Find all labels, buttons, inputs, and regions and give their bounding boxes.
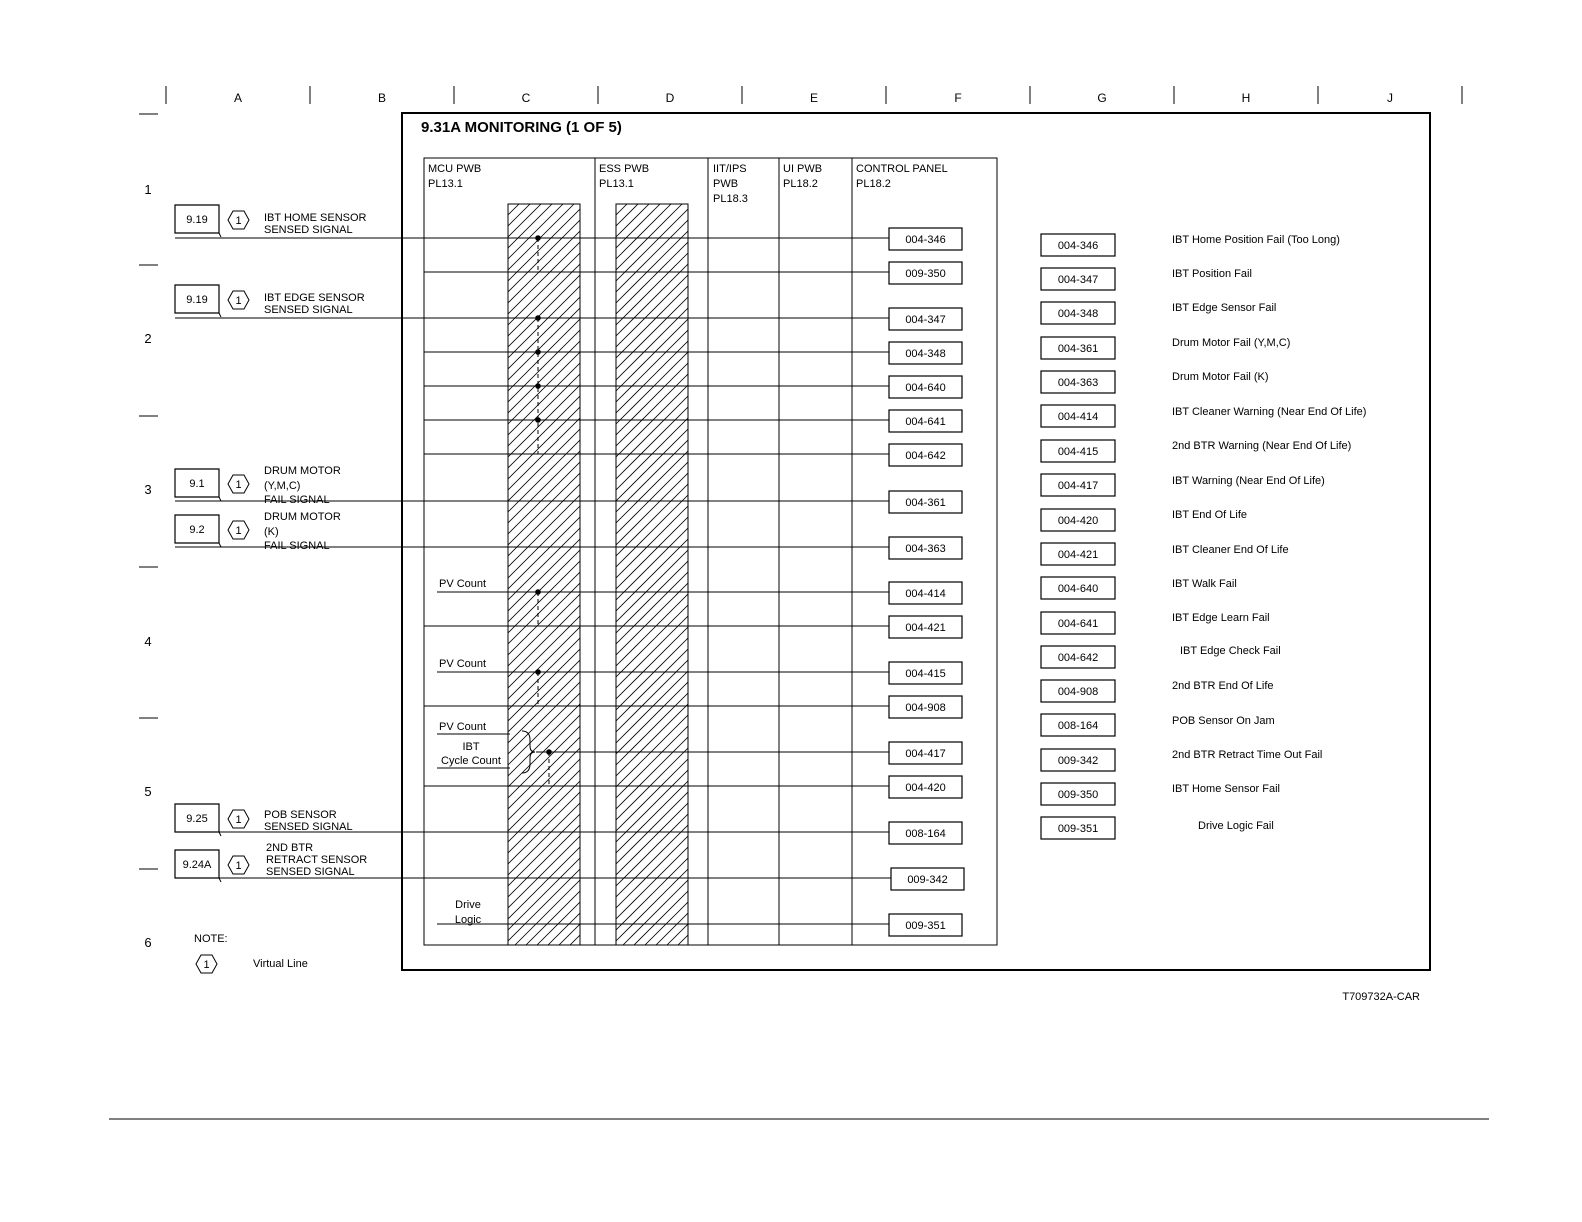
input-ref: 9.24A [182, 859, 212, 871]
column-label: G [1097, 91, 1107, 105]
diagram-title: 9.31A MONITORING (1 OF 5) [421, 119, 622, 136]
column-label: J [1387, 91, 1393, 105]
legend-code: 004-363 [1057, 377, 1099, 389]
hatch-line [508, 902, 580, 974]
hatch-line [616, 396, 688, 468]
column-label: E [809, 91, 819, 105]
legend-desc: IBT Position Fail [1172, 268, 1252, 280]
legend-desc: Drive Logic Fail [1198, 820, 1274, 832]
hatch-line [616, 429, 688, 501]
input-ref: 9.19 [186, 294, 208, 306]
hatch-line [508, 484, 580, 556]
panel-code: 004-346 [905, 234, 946, 246]
legend-list [1041, 234, 1366, 839]
hatch-line [508, 154, 580, 226]
hatch-line [508, 638, 580, 710]
hatch-line [616, 264, 688, 336]
hatch-line [508, 858, 580, 930]
cycle-count-label: Cycle Count [441, 755, 501, 767]
hatch-line [508, 737, 580, 809]
hatch-line [508, 759, 580, 831]
pv-count-label: PV Count [439, 578, 487, 590]
pv-count-label: PV Count [439, 721, 487, 733]
hatch-line [616, 858, 688, 930]
input-label: DRUM MOTOR [264, 511, 341, 523]
hatch-line [616, 880, 688, 952]
legend-desc: Drum Motor Fail (Y,M,C) [1172, 337, 1291, 349]
hatch-line [508, 616, 580, 688]
hatch-line [508, 660, 580, 732]
row-label: 3 [144, 482, 152, 497]
hatch-line [616, 275, 688, 347]
hatch-line [508, 704, 580, 776]
hatch-line [508, 308, 580, 380]
hatch-line [508, 924, 580, 996]
input-ref: 9.19 [186, 214, 208, 226]
panel-code: 004-908 [905, 702, 946, 714]
hatch-line [508, 880, 580, 952]
hatch-line [616, 539, 688, 611]
legend-code: 004-640 [1057, 583, 1099, 595]
legend-code: 004-347 [1057, 274, 1099, 286]
hatch-line [616, 616, 688, 688]
drive-label: Drive [455, 899, 481, 911]
hatch-line [616, 286, 688, 358]
hatch-line [508, 198, 580, 270]
hatch-line [508, 451, 580, 523]
legend-desc: 2nd BTR End Of Life [1172, 680, 1274, 692]
hatch-line [508, 264, 580, 336]
panel-code: 004-348 [905, 348, 946, 360]
logic-label: Logic [454, 914, 482, 926]
junction-dot [535, 315, 541, 321]
legend-desc: Drum Motor Fail (K) [1172, 371, 1269, 383]
board-name: ESS PWB [599, 163, 650, 175]
legend-desc: 2nd BTR Retract Time Out Fail [1172, 749, 1323, 761]
legend-desc: IBT Cleaner Warning (Near End Of Life) [1172, 406, 1367, 418]
note-text: Virtual Line [253, 958, 308, 970]
hatch-line [508, 528, 580, 600]
panel-code: 004-347 [905, 314, 946, 326]
board-name: CONTROL PANEL [856, 163, 948, 175]
hatch-line [508, 506, 580, 578]
panel-code: 004-414 [905, 588, 946, 600]
hatch-line [616, 462, 688, 534]
hatch-line [508, 561, 580, 633]
legend-code: 009-350 [1057, 789, 1099, 801]
column-grid [166, 86, 1462, 105]
panel-code: 009-342 [907, 874, 948, 886]
marker-number: 1 [235, 295, 242, 307]
legend-code: 004-346 [1057, 240, 1099, 252]
hatch-line [616, 715, 688, 787]
input-label: POB SENSOR [264, 809, 337, 821]
row-label: 5 [144, 784, 152, 799]
legend-code: 004-420 [1057, 515, 1099, 527]
panel-codes [889, 228, 964, 936]
hatch-line [616, 836, 688, 908]
input-label: (Y,M,C) [264, 480, 301, 492]
panel-code: 004-421 [905, 622, 946, 634]
board-pl: PL18.3 [713, 193, 748, 205]
hatch-line [616, 528, 688, 600]
legend-code: 004-641 [1057, 618, 1099, 630]
junction-dot [546, 749, 552, 755]
hatch-line [616, 517, 688, 589]
row-label: 6 [144, 935, 152, 950]
hatch-line [508, 869, 580, 941]
hatch-line [616, 792, 688, 864]
hatch-line [508, 286, 580, 358]
input-label: FAIL SIGNAL [264, 540, 330, 552]
input-label: IBT EDGE SENSOR [264, 292, 365, 304]
hatch-line [508, 627, 580, 699]
hatch-line [616, 594, 688, 666]
hatch-line [508, 297, 580, 369]
hatch-line [616, 308, 688, 380]
marker-number: 1 [235, 860, 242, 872]
hatch-line [508, 605, 580, 677]
hatch-line [508, 748, 580, 820]
hatch-line [508, 407, 580, 479]
hatch-line [508, 671, 580, 743]
panel-code: 009-350 [905, 268, 946, 280]
hatch-line [508, 253, 580, 325]
hatch-line [508, 550, 580, 622]
hatch-line [616, 671, 688, 743]
hatch-line [616, 902, 688, 974]
column-label: H [1241, 91, 1251, 105]
panel-code: 004-420 [905, 782, 946, 794]
panel-code: 004-641 [905, 416, 946, 428]
hatch-line [508, 231, 580, 303]
hatch-line [508, 693, 580, 765]
hatch-line [616, 165, 688, 237]
hatch-line [508, 473, 580, 545]
board-name: PWB [713, 178, 739, 190]
input-signals [175, 205, 367, 882]
input-label: RETRACT SENSOR [266, 854, 368, 866]
legend-desc: IBT Edge Sensor Fail [1172, 302, 1277, 314]
marker-number: 1 [235, 215, 242, 227]
figure-id: T709732A-CAR [1342, 991, 1420, 1003]
panel-code: 009-351 [905, 920, 946, 932]
hatch-line [508, 275, 580, 347]
hatch-line [616, 638, 688, 710]
hatch-line [616, 374, 688, 446]
legend-code: 004-415 [1057, 446, 1099, 458]
hatch-line [508, 352, 580, 424]
input-label: SENSED SIGNAL [264, 224, 353, 236]
legend-desc: IBT Edge Learn Fail [1172, 612, 1270, 624]
hatch-line [508, 209, 580, 281]
hatch-line [616, 550, 688, 622]
input-ref: 9.2 [189, 524, 205, 536]
hatch-line [616, 924, 688, 996]
panel-code: 004-417 [905, 748, 946, 760]
hatch-line [616, 363, 688, 435]
row-label: 2 [144, 331, 152, 346]
hatch-line [508, 132, 580, 204]
panel-code: 004-415 [905, 668, 946, 680]
ess-hatch-area [616, 132, 688, 1007]
hatch-line [508, 572, 580, 644]
hatch-line [508, 165, 580, 237]
junction-dots [535, 235, 552, 755]
panel-code: 008-164 [905, 828, 946, 840]
note [194, 933, 308, 973]
hatch-line [508, 495, 580, 567]
input-label: SENSED SIGNAL [264, 821, 353, 833]
legend-code: 004-417 [1057, 480, 1099, 492]
input-label: IBT HOME SENSOR [264, 212, 367, 224]
input-label: SENSED SIGNAL [266, 866, 355, 878]
legend-code: 009-351 [1057, 823, 1099, 835]
junction-dot [535, 349, 541, 355]
legend-desc: IBT End Of Life [1172, 509, 1248, 521]
hatch-line [508, 539, 580, 611]
hatch-line [616, 495, 688, 567]
hatch-line [616, 209, 688, 281]
board-name: IIT/IPS [713, 163, 747, 175]
input-label: 2ND BTR [266, 842, 314, 854]
hatch-line [508, 363, 580, 435]
hatch-line [508, 594, 580, 666]
junction-dot [535, 589, 541, 595]
input-ref: 9.1 [189, 478, 205, 490]
legend-desc: IBT Cleaner End Of Life [1172, 544, 1289, 556]
hatch-line [616, 605, 688, 677]
hatch-line [616, 627, 688, 699]
board-pl: PL13.1 [428, 178, 463, 190]
hatch-line [508, 319, 580, 391]
pv-count-label: PV Count [439, 658, 487, 670]
junction-dot [535, 383, 541, 389]
hatch-line [508, 825, 580, 897]
row-label: 1 [144, 182, 152, 197]
hatch-line [616, 506, 688, 578]
board-name: UI PWB [783, 163, 823, 175]
row-grid [139, 114, 158, 950]
legend-desc: IBT Warning (Near End Of Life) [1172, 475, 1325, 487]
legend-code: 004-908 [1057, 686, 1099, 698]
hatch-line [508, 517, 580, 589]
legend-desc: 2nd BTR Warning (Near End Of Life) [1172, 440, 1352, 452]
hatch-line [508, 781, 580, 853]
junction-dot [535, 417, 541, 423]
junction-dot [535, 235, 541, 241]
note-label: NOTE: [194, 933, 228, 945]
input-label: FAIL SIGNAL [264, 494, 330, 506]
hatch-line [616, 682, 688, 754]
marker-number: 1 [235, 814, 242, 826]
panel-code: 004-642 [905, 450, 946, 462]
hatch-line [616, 572, 688, 644]
legend-code: 008-164 [1057, 720, 1099, 732]
legend-code: 004-348 [1057, 308, 1099, 320]
hatch-line [616, 660, 688, 732]
hatch-line [616, 451, 688, 523]
panel-code: 004-640 [905, 382, 946, 394]
hatch-line [616, 242, 688, 314]
junction-dot [535, 669, 541, 675]
hatch-line [616, 253, 688, 325]
column-label: A [233, 91, 243, 105]
column-label: B [377, 91, 387, 105]
hatch-line [508, 583, 580, 655]
board-name: MCU PWB [428, 163, 482, 175]
column-label: F [954, 91, 962, 105]
legend-desc: IBT Home Position Fail (Too Long) [1172, 234, 1340, 246]
legend-code: 009-342 [1057, 755, 1099, 767]
hatch-line [616, 231, 688, 303]
hatch-line [616, 825, 688, 897]
hatch-line [508, 715, 580, 787]
hatch-line [616, 781, 688, 853]
hatch-line [616, 385, 688, 457]
hatch-line [508, 726, 580, 798]
hatch-line [616, 891, 688, 963]
hatch-line [616, 693, 688, 765]
marker-number: 1 [235, 525, 242, 537]
input-label: SENSED SIGNAL [264, 304, 353, 316]
hatch-line [508, 220, 580, 292]
hatch-line [616, 297, 688, 369]
hatch-line [508, 649, 580, 721]
hatch-line [616, 330, 688, 402]
legend-desc: IBT Edge Check Fail [1180, 645, 1281, 657]
board-pl: PL18.2 [856, 178, 891, 190]
hatch-line [616, 704, 688, 776]
hatch-line [616, 319, 688, 391]
row-label: 4 [144, 634, 152, 649]
marker-number: 1 [203, 959, 210, 971]
hatch-line [616, 484, 688, 556]
ibt-label: IBT [462, 741, 480, 753]
hatch-line [616, 759, 688, 831]
hatch-line [508, 242, 580, 314]
marker-number: 1 [235, 479, 242, 491]
hatch-line [508, 176, 580, 248]
legend-desc: POB Sensor On Jam [1172, 715, 1275, 727]
hatch-line [508, 792, 580, 864]
hatch-line [616, 814, 688, 886]
hatch-line [616, 220, 688, 292]
hatch-line [616, 198, 688, 270]
hatch-line [508, 429, 580, 501]
hatch-line [508, 891, 580, 963]
hatch-line [616, 187, 688, 259]
column-label: C [521, 91, 531, 105]
hatch-line [616, 737, 688, 809]
panel-code: 004-361 [905, 497, 946, 509]
panel-code: 004-363 [905, 543, 946, 555]
hatch-line [616, 407, 688, 479]
hatch-line [616, 561, 688, 633]
hatch-line [616, 649, 688, 721]
hatch-line [616, 847, 688, 919]
hatch-line [508, 770, 580, 842]
hatch-line [616, 770, 688, 842]
mcu-hatch-area [508, 132, 580, 1007]
input-label: DRUM MOTOR [264, 465, 341, 477]
legend-code: 004-421 [1057, 549, 1099, 561]
hatch-line [508, 836, 580, 908]
hatch-line [508, 682, 580, 754]
hatch-line [508, 803, 580, 875]
legend-desc: IBT Home Sensor Fail [1172, 783, 1281, 795]
column-label: D [665, 91, 675, 105]
hatch-line [508, 814, 580, 886]
hatch-line [616, 352, 688, 424]
hatch-line [508, 187, 580, 259]
internal-labels [439, 578, 501, 926]
hatch-line [616, 583, 688, 655]
hatch-line [508, 385, 580, 457]
hatch-line [508, 462, 580, 534]
hatch-line [616, 726, 688, 798]
hatch-line [508, 330, 580, 402]
legend-code: 004-361 [1057, 343, 1099, 355]
board-pl: PL13.1 [599, 178, 634, 190]
input-ref: 9.25 [186, 813, 208, 825]
board-pl: PL18.2 [783, 178, 818, 190]
legend-code: 004-414 [1057, 411, 1099, 423]
legend-code: 004-642 [1057, 652, 1099, 664]
hatch-line [616, 803, 688, 875]
hatch-line [508, 847, 580, 919]
hatch-line [616, 748, 688, 820]
hatch-line [508, 374, 580, 446]
legend-desc: IBT Walk Fail [1172, 578, 1237, 590]
input-label: (K) [264, 526, 279, 538]
hatch-line [616, 473, 688, 545]
hatch-line [616, 869, 688, 941]
hatch-line [508, 396, 580, 468]
